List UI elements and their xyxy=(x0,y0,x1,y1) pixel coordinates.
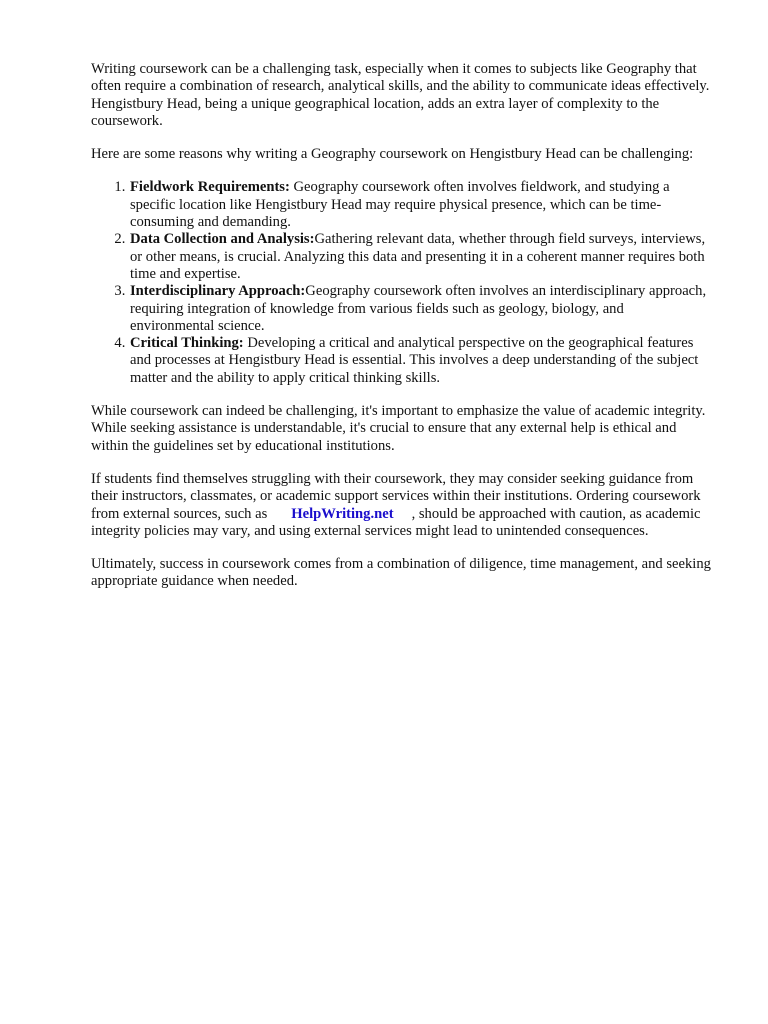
reason-text: Geography coursework often involves fieldwork, and studying a specific location like Hengistbury Head may require physical presence, which can be time-consuming and demanding. xyxy=(130,179,670,231)
integrity-paragraph: While coursework can indeed be challenging, it's important to emphasize the value of academic integrity. While seeking assistance is understandable, it's crucial to ensure that any external help is ethical and within the guidelines set by educational institutions. xyxy=(91,403,706,454)
guidance-paragraph xyxy=(91,471,711,540)
reasons-lead-paragraph: Here are some reasons why writing a Geography coursework on Hengistbury Head can be challenging: xyxy=(91,146,694,163)
reason-term: Data Collection and Analysis: xyxy=(130,231,315,248)
reason-term: Critical Thinking: xyxy=(130,335,244,352)
reason-item-critical-thinking xyxy=(129,335,711,387)
reason-term: Interdisciplinary Approach: xyxy=(130,283,306,300)
reason-item-interdisciplinary xyxy=(129,283,711,335)
intro-paragraph: Writing coursework can be a challenging task, especially when it comes to subjects like Geography that often require a combination of research, analytical skills, and the ability to communicate ideas effectively. Hengistbury Head, being a unique geographical location, adds an extra layer of complexity to the coursework. xyxy=(91,61,710,129)
reason-item-data-collection xyxy=(129,231,711,283)
conclusion-paragraph: Ultimately, success in coursework comes from a combination of diligence, time management, and seeking appropriate guidance when needed. xyxy=(91,556,711,590)
reason-text: Geography coursework often involves an interdisciplinary approach, requiring integration of knowledge from various fields such as geology, biology, and environmental science. xyxy=(130,283,707,334)
reasons-list xyxy=(91,179,711,387)
guidance-text-after: , should be approached with caution, as academic integrity policies may vary, and using external services might lead to unintended consequences. xyxy=(91,505,701,539)
reason-term: Fieldwork Requirements: xyxy=(130,179,290,196)
reason-text: Gathering relevant data, whether through field surveys, interviews, or other means, is crucial. Analyzing this data and presenting it in a coherent manner requires both time and expertise. xyxy=(130,231,706,282)
helpwriting-link[interactable]: HelpWriting.net xyxy=(291,505,394,522)
guidance-text-before: If students find themselves struggling with their coursework, they may consider seeking guidance from their instructors, classmates, or academic support services within their institutions. Ordering coursework from external sources, such as xyxy=(91,470,701,522)
reason-text: Developing a critical and analytical perspective on the geographical features and processes at Hengistbury Head is essential. This involves a deep understanding of the subject matter and the ability to apply critical thinking skills. xyxy=(130,335,699,386)
document-body xyxy=(91,61,711,607)
reason-item-fieldwork xyxy=(129,179,711,231)
